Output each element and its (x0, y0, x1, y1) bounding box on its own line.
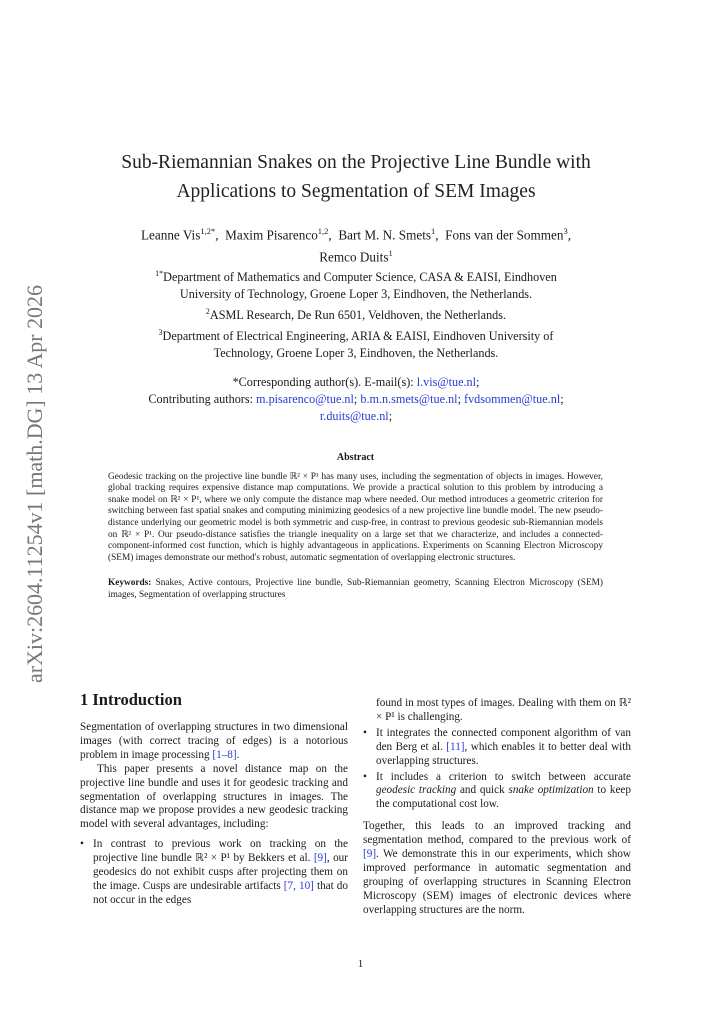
left-column (80, 690, 348, 910)
corresponding-author-line: *Corresponding author(s). E-mail(s): l.vis@tue.nl; (232, 375, 480, 389)
abstract-heading: Abstract (336, 452, 375, 463)
advantages-list (80, 838, 348, 908)
title-line-1: Sub-Riemannian Snakes on the Projective Line Bundle with (121, 152, 591, 173)
citation-link[interactable]: [9] (363, 848, 377, 861)
affiliation-3-cont: Technology, Groene Loper 3, Eindhoven, the Netherlands. (213, 346, 499, 361)
email-link[interactable]: r.duits@tue.nl (319, 409, 389, 423)
list-item: • It includes a criterion to switch between accurate geodesic tracking and quick snake optimization to keep the computational cost low. (363, 771, 631, 813)
intro-paragraph-1: Segmentation of overlapping structures in two dimensional images (with correct tracing of edges) is a notorious problem in image processing [1–8]. (80, 721, 348, 761)
author-name: Maxim Pisarenco (225, 227, 318, 243)
affiliation-3: $^3$Department of Electrical Engineering, ARIA & EAISI, Eindhoven University of (158, 328, 554, 344)
keywords-list: Snakes, Active contours, Projective line bundle, Sub-Riemannian geometry, Scanning Electron Microscopy (SEM) images, Segmentation of overlapping structures (108, 578, 603, 600)
email-link[interactable]: fvdsommen@tue.nl (464, 392, 561, 406)
keywords-label: Keywords: (108, 578, 152, 589)
citation-link[interactable]: [11] (446, 740, 465, 753)
abstract-section (108, 452, 603, 602)
email-link[interactable]: m.pisarenco@tue.nl (256, 392, 354, 406)
affiliation-1: $^{1*}$Department of Mathematics and Computer Science, CASA & EAISI, Eindhoven (155, 269, 557, 285)
author-affil-sup: 3 (563, 226, 568, 236)
author-name: Remco Duits (319, 249, 389, 265)
list-item-continuation: found in most types of images. Dealing with them on ℝ² × P¹ is challenging. (376, 697, 631, 723)
arxiv-identifier (14, 283, 52, 683)
affiliations (80, 265, 632, 362)
author-affil-sup: 1 (431, 226, 436, 236)
contributing-authors-line: Contributing authors: m.pisarenco@tue.nl; b.m.n.smets@tue.nl; fvdsommen@tue.nl; (148, 392, 564, 406)
author-name: Bart M. N. Smets (338, 227, 431, 243)
author-affil-sup: 1,2* (200, 226, 216, 236)
author-affil-sup: 1 (388, 248, 393, 259)
citation-link[interactable]: [7, 10] (283, 879, 314, 892)
author-affil-sup: 1,2 (317, 226, 329, 236)
intro-paragraph-3: Together, this leads to an improved tracking and segmentation method, compared to the previous work of [9]. We demonstrate this in our experiments, which show improved performance in automatic segmentation and grouping of overlapping structures in Scanning Electron Microscopy (SEM) images of electronic devices where overlapping structures are the norm. (363, 820, 631, 916)
intro-paragraph-2: This paper presents a novel distance map on the projective line bundle and uses it for geodesic tracking and segmentation of overlapping structures in images. The distance map we propose provides a new geodesic tracking model with several advantages, including: (80, 762, 348, 831)
correspondence (80, 374, 632, 425)
paper-title (80, 148, 632, 206)
affiliation-2: $^2$ASML Research, De Run 6501, Veldhoven, the Netherlands. (205, 307, 507, 323)
affiliation-1-cont: University of Technology, Groene Loper 3, Eindhoven, the Netherlands. (179, 287, 533, 302)
contributing-authors-line-2: r.duits@tue.nl; (319, 409, 393, 423)
author-name: Fons van der Sommen (445, 227, 564, 243)
arxiv-id-text: arXiv:2604.11254v1 [math.DG] 13 Apr 2026 (22, 284, 47, 683)
email-link[interactable]: l.vis@tue.nl (416, 375, 477, 389)
advantages-list-cont (363, 727, 631, 812)
email-link[interactable]: b.m.n.smets@tue.nl (360, 392, 458, 406)
list-item: • It integrates the connected component algorithm of van den Berg et al. [11], which enables it to better deal with overlapping structures. (363, 727, 631, 769)
right-column (363, 697, 631, 918)
author-list: Leanne Vis$^{1,2*}$, Maxim Pisarenco$^{1,2}$, Bart M. N. Smets$^1$, Fons van der Sommen$^3$, Remco Duits$^1$ (140, 226, 572, 265)
page-number: 1 (357, 958, 364, 970)
author-name: Leanne Vis (140, 227, 201, 243)
title-line-2: Applications to Segmentation of SEM Images (176, 181, 536, 202)
citation-link[interactable]: [9] (313, 852, 327, 865)
section-heading-introduction: 1 Introduction (80, 690, 182, 709)
abstract-body: Geodesic tracking on the projective line bundle ℝ² × P¹ has many uses, including the segmentation of objects in images. However, global tracking requires expensive distance map computations. We provide a practical solution to this problem by introducing a snake model on ℝ² × P¹, where we only compute the distance map where needed. Our method introduces a geometric criterion for switching between fast spatial snakes and computing minimizing geodesics of a new projective line bundle model. The new pseudo-distance underlying our geometric model is both symmetric and cusp-free, in contrast to previous geodesic sub-Riemannian models on ℝ² × P¹. Our pseudo-distance satisfies the triangle inequality on a large set that we characterize, and includes a connected-component-informed cost function, which is highly advantageous in applications. Experiments on Scanning Electron Microscopy (SEM) images demonstrate our method's robust, automatic segmentation of overlapping electronic structures. (108, 471, 603, 563)
citation-link[interactable]: [1–8] (212, 748, 237, 761)
list-item: • In contrast to previous work on tracking on the projective line bundle ℝ² × P¹ by Bekkers et al. [9], our geodesics do not exhibit cusps after projecting them on the image. Cusps are undesirable artifacts [7, 10] that do not occur in the edges (80, 838, 348, 908)
keywords (108, 578, 603, 601)
